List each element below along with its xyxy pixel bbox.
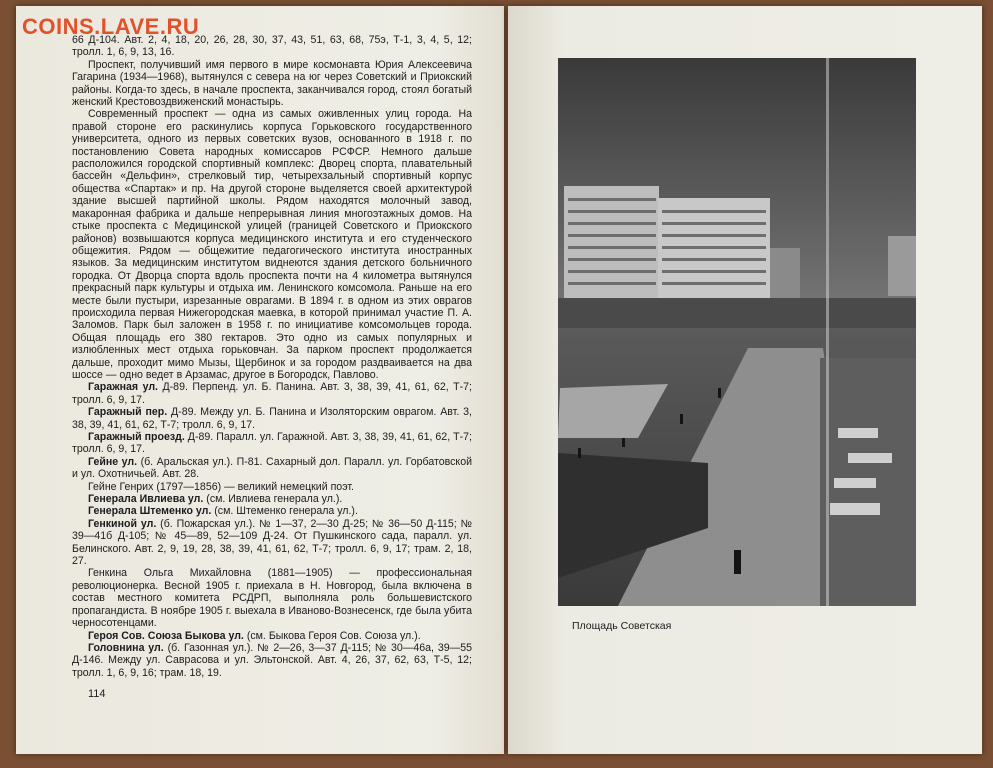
- entry-text: Современный проспект — одна из самых оживленных улиц города. На правой стороне его раскинулись корпуса Горьковского государственного университета, одного из первых советских вузов, основанного в 1918 г. по постановлению Совета народных комиссаров РСФСР. Немного дальше расположился городской спортивный комплекс: Дворец спорта, плавательный бассейн «Дельфин», стрелковый тир, четырехзальный спортивный корпус общества «Спартак» и пр. На другой стороне выделяется своей архитектурой здание высшей партийной школы. Рядом находятся молочный завод, макаронная фабрика и дальше непрерывная линия многоэтажных домов. На стыке проспекта с Медицинской улицей (границей Советского и Приокского районов) возвышаются корпуса медицинского института и его студенческого общежития. Рядом — общежитие педагогического института иностранных языков. За медицинским институтом виднеются здания детского больничного городка. От Дворца спорта вдоль проспекта почти на 4 километра вытянулся прекрасный парк культуры и отдыха им. Ленинского комсомола. Раньше на его месте были пустыри, изрезанные оврагами. В 1894 г. в одном из этих оврагов происходила первая Нижегородская маевка, в которой принимал участие П. А. Заломов. Парк был заложен в 1958 г. по инициативе комсомольцев города. Общая площадь его 380 гектаров. Это одно из самых популярных и излюбленных мест отдыха горьковчан. За парком проспект продолжается дальше, проходит мимо Мызы, Щербинок и за городом раздваивается на два шоссе — одно ведет в Арзамас, другое в Богородск, Павлово.: [72, 108, 472, 381]
- entry-text: (б. Аральская ул.). П-81. Сахарный дол. Паралл. ул. Горбатовской и ул. Охотничьей. Авт. 28.: [72, 455, 472, 481]
- entry-heading: Гаражный проезд.: [88, 431, 185, 443]
- text-paragraph: [72, 630, 472, 642]
- entry-heading: Гейне ул.: [88, 455, 138, 468]
- text-paragraph: [72, 59, 472, 109]
- entry-text: 66 Д-104. Авт. 2, 4, 18, 20, 26, 28, 30, 37, 43, 51, 63, 68, 75э, Т-1, 3, 4, 5, 12; тролл. 1, 6, 9, 13, 16.: [72, 34, 472, 59]
- text-paragraph: [72, 34, 472, 59]
- text-paragraph: [72, 481, 472, 493]
- entry-heading: Генерала Ивлиева ул.: [88, 493, 204, 506]
- photo-illustration: [558, 58, 916, 606]
- entry-heading: Гаражная ул.: [88, 381, 158, 394]
- text-paragraph: [72, 567, 472, 629]
- text-paragraph: [72, 518, 472, 568]
- entry-text: Проспект, получивший имя первого в мире космонавта Юрия Алексеевича Гагарина (1934—1968), вытянулся с севера на юг через Советский и Приокский районы. Когда-то здесь, в начале проспекта, заканчивался город, стоял богатый женский Крестовоздвиженский монастырь.: [72, 58, 472, 109]
- page-number: 114: [88, 688, 106, 700]
- entry-text: Д-89. Между ул. Б. Панина и Изоляторским оврагом. Авт. 3, 38, 39, 41, 61, 62, Т-7; тролл. 6, 9, 17.: [72, 406, 472, 431]
- left-page-text: [72, 34, 472, 679]
- text-paragraph: [72, 505, 472, 517]
- text-paragraph: [72, 381, 472, 406]
- entry-text: Д-89. Перпенд. ул. Б. Панина. Авт. 3, 38, 39, 41, 61, 62, Т-7; тролл. 6, 9, 17.: [72, 381, 472, 406]
- text-paragraph: [72, 431, 472, 456]
- text-paragraph: [72, 406, 472, 431]
- entry-heading: Генкиной ул.: [88, 517, 157, 530]
- entry-text: Гейне Генрих (1797—1856) — великий немецкий поэт.: [88, 480, 354, 493]
- text-paragraph: [72, 642, 472, 679]
- entry-heading: Генерала Штеменко ул.: [88, 505, 212, 518]
- text-paragraph: [72, 493, 472, 505]
- photo-caption: Площадь Советская: [572, 620, 672, 632]
- entry-text: (см. Быкова Героя Сов. Союза ул.).: [243, 629, 421, 642]
- entry-heading: Гаражный пер.: [88, 406, 168, 419]
- entry-text: (б. Пожарская ул.). № 1—37, 2—30 Д-25; № 36—50 Д-115; № 39—41б Д-105; № 45—89, 52—109 Д-24. От Пушкинского сада, паралл. ул. Белинского. Авт. 2, 9, 19, 28, 38, 39, 41, 61, 62, Т-7; тролл. 6, 9, 17; трам. 2, 18, 27.: [72, 517, 472, 568]
- entry-text: (см. Штеменко генерала ул.).: [211, 505, 358, 518]
- entry-heading: Героя Сов. Союза Быкова ул.: [88, 629, 244, 642]
- city-square-photo: [558, 58, 916, 606]
- text-paragraph: [72, 456, 472, 481]
- entry-text: (б. Газонная ул.). № 2—26, 3—37 Д-115; № 30—46а, 39—55 Д-146. Между ул. Саврасова и ул. Эльтонской. Авт. 4, 26, 37, 62, 63, Т-5, 12; тролл. 1, 6, 9, 16; трам. 18, 19.: [72, 641, 472, 679]
- entry-text: Генкина Ольга Михайловна (1881—1905) — профессиональная революционерка. Весной 1905 г. приехала в Н. Новгород, была включена в состав местного комитета РСДРП, выполняла роль большевистского пропагандиста. В ноябре 1905 г. выехала в Иваново-Вознесенск, где была убита черносотенцами.: [72, 567, 472, 630]
- text-paragraph: [72, 108, 472, 381]
- entry-heading: Головнина ул.: [88, 641, 164, 654]
- site-watermark: COINS.LAVE.RU: [22, 14, 200, 39]
- entry-text: Д-89. Паралл. ул. Гаражной. Авт. 3, 38, 39, 41, 61, 62, Т-7; тролл. 6, 9, 17.: [72, 431, 472, 456]
- entry-text: (см. Ивлиева генерала ул.).: [203, 493, 343, 506]
